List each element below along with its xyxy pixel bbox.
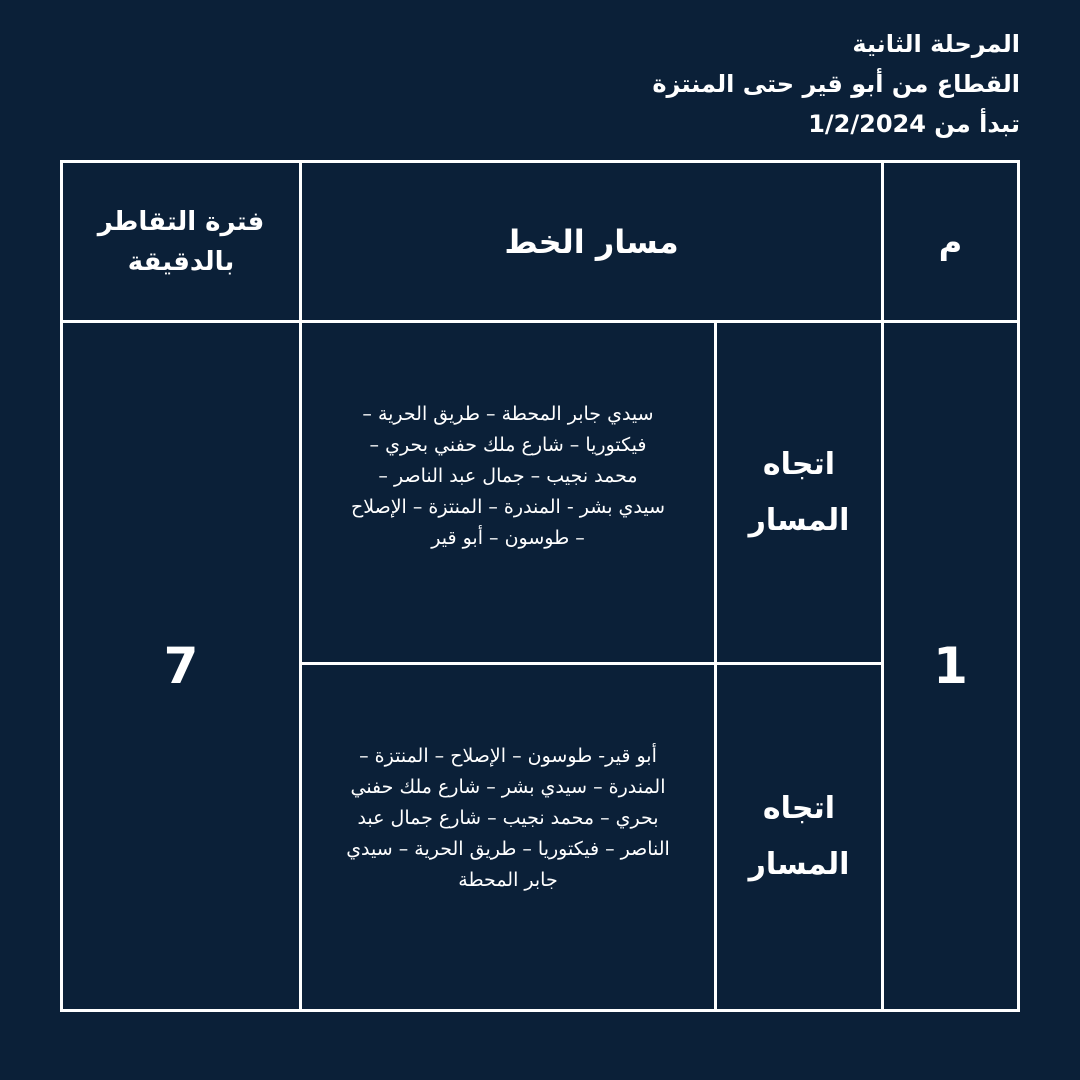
interval-value-text: 7 [163, 637, 199, 695]
header-number-text: م [938, 222, 963, 261]
direction-1-route-text: سيدي جابر المحطة – طريق الحرية – فيكتوريا – شارع ملك حفني بحري – محمد نجيب – جمال عبد الناصر – سيدي بشر - المندرة – المنتزة – الإصلاح – طوسون – أبو قير [350, 403, 666, 549]
header-route-text: مسار الخط [504, 222, 679, 261]
direction-2-route-text: أبو قير- طوسون – الإصلاح – المنتزة – المندرة – سيدي بشر – شارع ملك حفني بحري – محمد نجيب – شارع جمال عبد الناصر – فيكتوريا – طريق الحرية – سيدي جابر المحطة [346, 745, 670, 891]
direction-1-label [717, 323, 881, 662]
interval-value [63, 323, 299, 1009]
header-interval [63, 163, 299, 320]
row-number [884, 323, 1017, 1009]
schedule-table [60, 160, 1020, 1012]
header-interval-text: فترة التقاطر بالدقيقة [97, 206, 265, 277]
direction-1-label-text: اتجاه المسار [748, 446, 850, 538]
direction-2-label [717, 665, 881, 1009]
direction-2-route [302, 665, 714, 1009]
row-number-text: 1 [933, 637, 968, 695]
sector-title: القطاع من أبو قير حتى المنتزة [652, 70, 1020, 98]
direction-1-route [302, 323, 714, 662]
direction-2-label-text: اتجاه المسار [748, 791, 850, 882]
phase-title: المرحلة الثانية [852, 30, 1020, 58]
header-number [884, 163, 1017, 320]
start-date: تبدأ من 1/2/2024 [808, 110, 1020, 138]
page-header [320, 24, 1020, 144]
header-route [302, 163, 881, 320]
